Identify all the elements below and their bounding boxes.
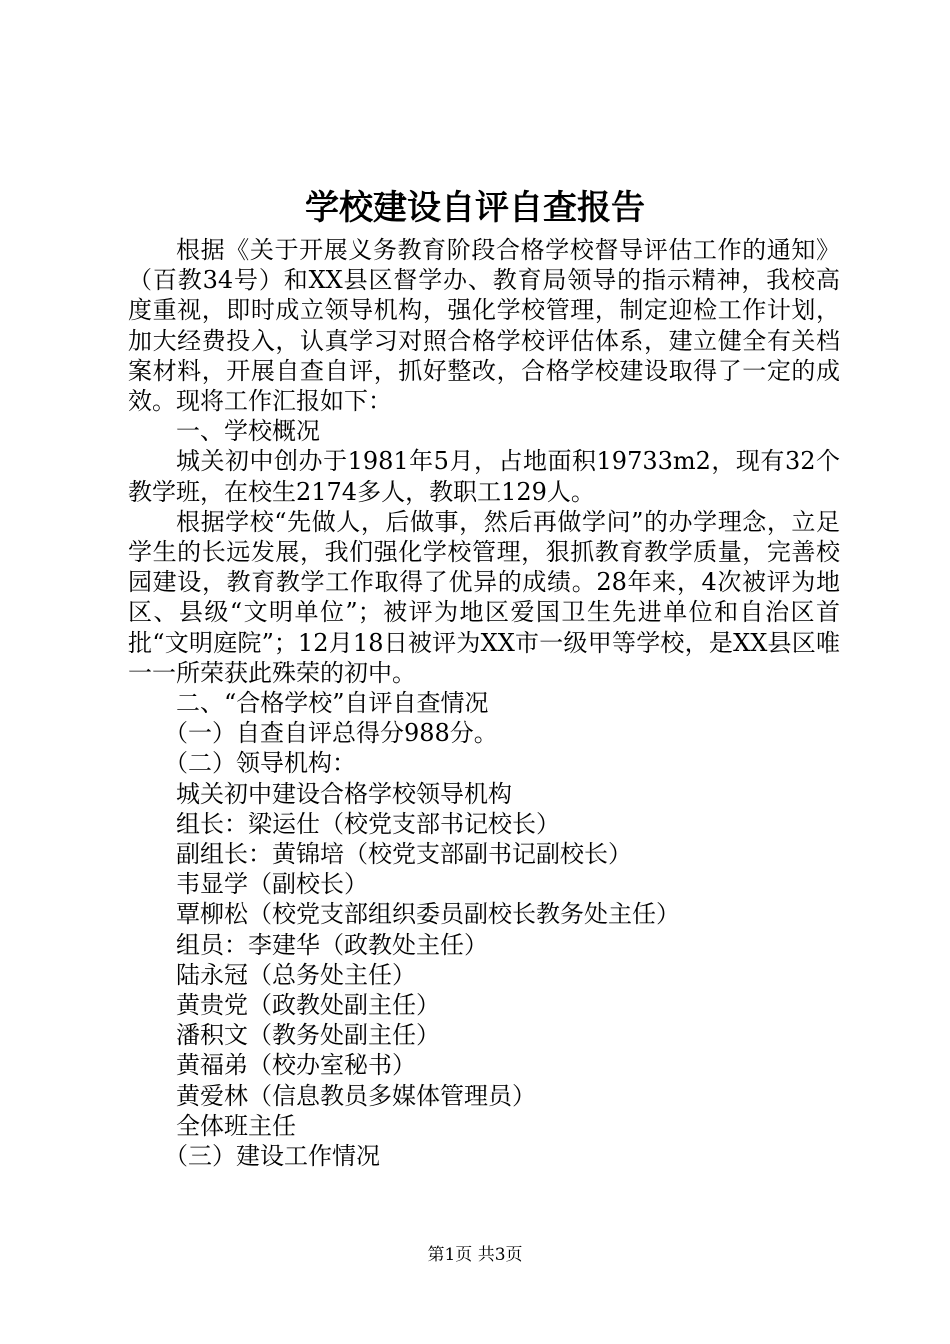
intro-paragraph: 根据《关于开展义务教育阶段合格学校督导评估工作的通知》（百教34号）和XX县区督学办、教育局领导的指示精神，我校高度重视，即时成立领导机构，强化学校管理，制定迎检工作计划，加大经费投入，认真学习对照合格学校评估体系，建立健全有关档案材料，开展自查自评，抓好整改，合格学校建设取得了一定的成效。现将工作汇报如下： xyxy=(128,236,840,416)
subsection-leadership: （二）领导机构： xyxy=(164,749,356,778)
page-number-footer: 第1页 共3页 xyxy=(427,1245,523,1265)
overview-paragraph-2: 根据学校“先做人，后做事，然后再做学问”的办学理念，立足学生的长远发展，我们强化学校管理，狠抓教育教学质量，完善校园建设，教育教学工作取得了优异的成绩。28年来，4次被评为地区、县级“文明单位”；被评为地区爱国卫生先进单位和自治区首批“文明庭院”；12月18日被评为XX市一级甲等学校，是XX县区唯一一所荣获此殊荣的初中。 xyxy=(128,507,840,687)
member-line: 组长：梁运仕（校党支部书记校长） xyxy=(176,809,560,838)
member-line: 黄贵党（政教处副主任） xyxy=(176,991,440,1020)
subsection-construction: （三）建设工作情况 xyxy=(164,1142,380,1171)
member-line: 潘积文（教务处副主任） xyxy=(176,1021,440,1050)
member-line: 黄福弟（校办室秘书） xyxy=(176,1051,416,1080)
document-body xyxy=(128,235,840,1171)
member-line: 组员：李建华（政教处主任） xyxy=(176,930,488,959)
member-line: 覃柳松（校党支部组织委员副校长教务处主任） xyxy=(176,900,680,929)
member-line: 韦显学（副校长） xyxy=(176,870,368,899)
subsection-score: （一）自查自评总得分988分。 xyxy=(164,719,498,748)
section-heading-overview: 一、学校概况 xyxy=(176,417,320,446)
section-heading-self-evaluation: 二、“合格学校”自评自查情况 xyxy=(176,689,489,718)
overview-paragraph-1: 城关初中创办于1981年5月，占地面积19733m2，现有32个教学班，在校生2174多人，教职工129人。 xyxy=(128,447,840,506)
document-title: 学校建设自评自查报告 xyxy=(305,188,645,228)
member-line: 全体班主任 xyxy=(176,1111,296,1140)
member-line: 黄爱林（信息教员多媒体管理员） xyxy=(176,1081,536,1110)
org-title: 城关初中建设合格学校领导机构 xyxy=(176,779,512,808)
member-line: 陆永冠（总务处主任） xyxy=(176,960,416,989)
member-line: 副组长：黄锦培（校党支部副书记副校长） xyxy=(176,840,632,869)
